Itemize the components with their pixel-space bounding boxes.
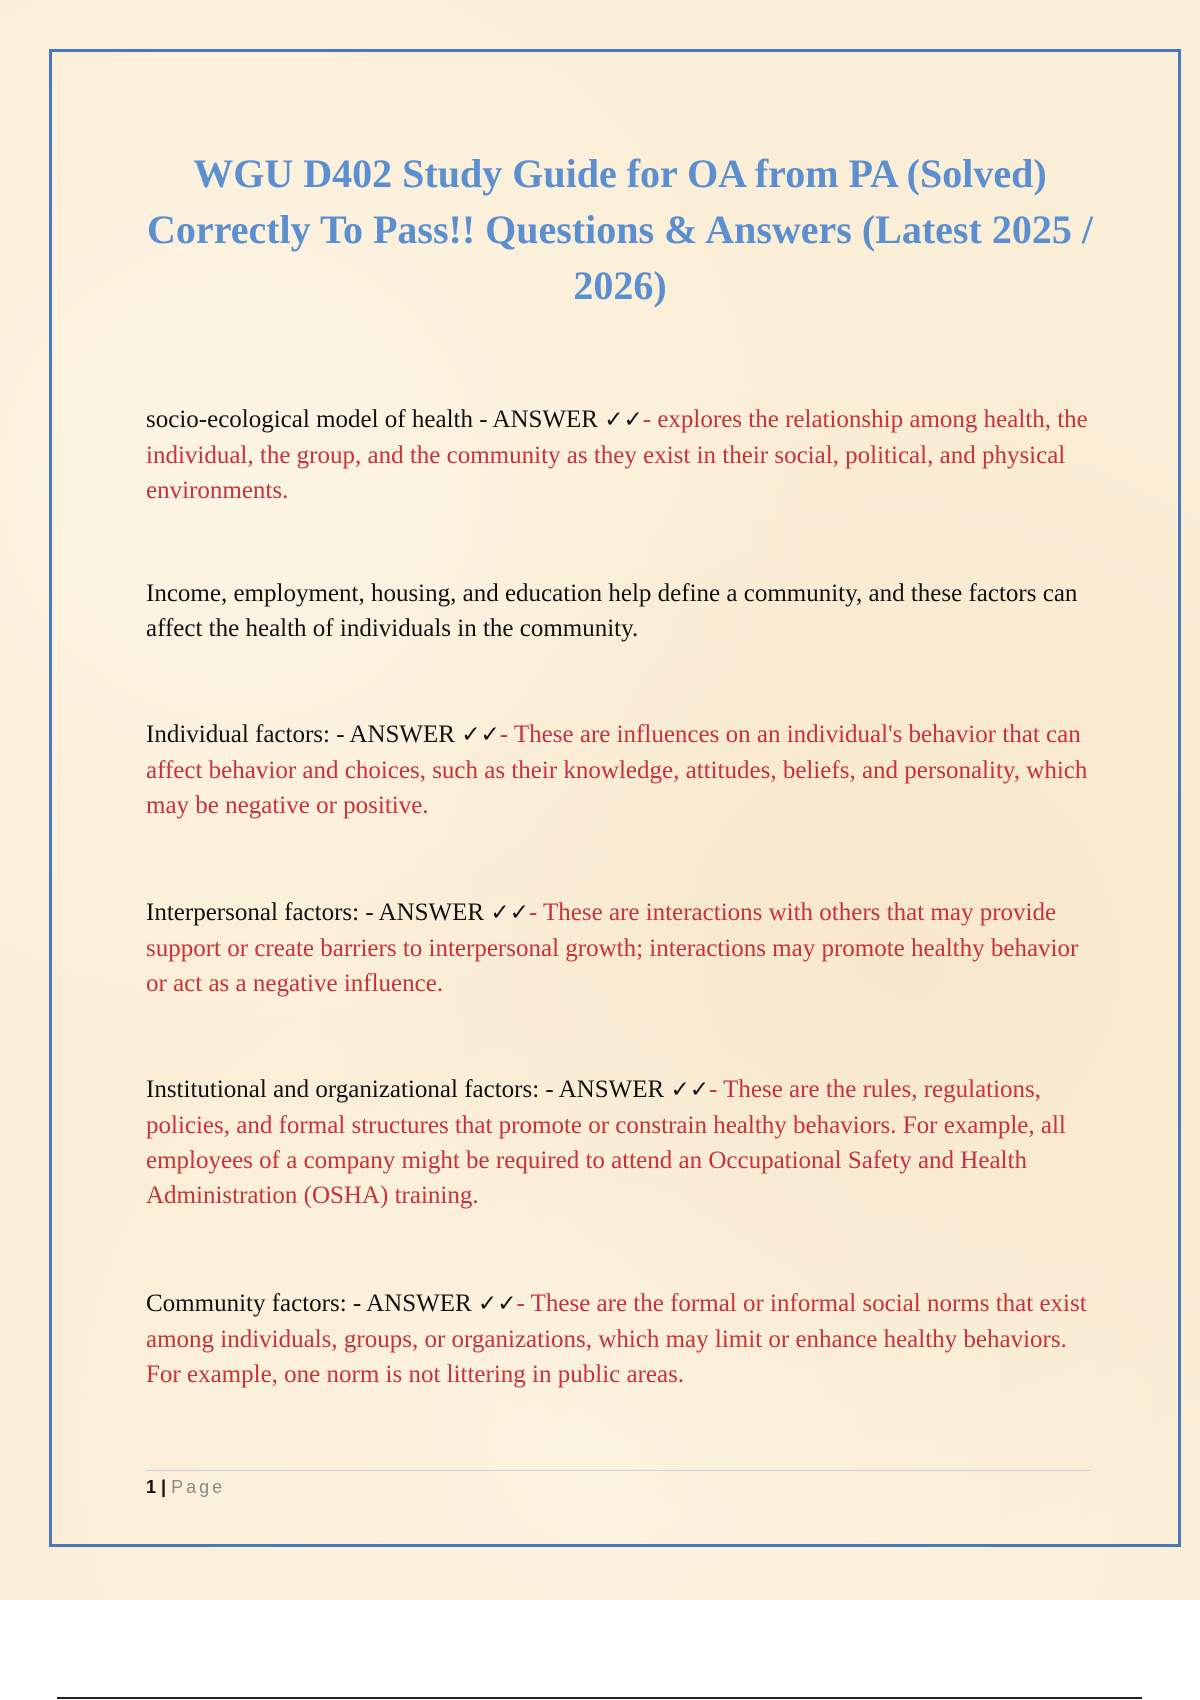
answer-text: - These are the formal or informal social norms that exist among individuals, groups, or organizations, which may limit or enhance healthy behaviors. For example, one norm is not littering in public areas. (146, 1290, 1087, 1388)
page-separator: | (156, 1477, 172, 1497)
qa-entry-interpersonal-factors (146, 895, 1096, 1001)
question-text: Community factors: - ANSWER (146, 1290, 478, 1317)
footer-divider (146, 1470, 1090, 1471)
check-mark-icon: ✓✓ (490, 900, 529, 926)
qa-entry-community-factors (146, 1286, 1096, 1392)
check-mark-icon: ✓✓ (604, 407, 643, 433)
question-text: Institutional and organizational factors: - ANSWER (146, 1076, 671, 1103)
qa-entry-individual-factors (146, 717, 1096, 823)
answer-text: - These are interactions with others that may provide support or create barriers to interpersonal growth; interactions may promote healthy behavior or act as a negative influence. (146, 899, 1079, 997)
answer-text: - These are influences on an individual's behavior that can affect behavior and choices, such as their knowledge, attitudes, beliefs, and personality, which may be negative or positive. (146, 721, 1088, 819)
question-text: Interpersonal factors: - ANSWER (146, 899, 491, 926)
page-number: 1 (146, 1477, 157, 1497)
check-mark-icon: ✓✓ (670, 1077, 709, 1103)
qa-entry-socio-ecological (146, 402, 1096, 508)
check-mark-icon: ✓✓ (461, 722, 500, 748)
statement-income-employment (146, 576, 1096, 646)
statement-text: Income, employment, housing, and education help define a community, and these factors can affect the health of individuals in the community. (146, 580, 1078, 642)
answer-text: - These are the rules, regulations, policies, and formal structures that promote or constrain healthy behaviors. For example, all employees of a company might be required to attend an Occupational Safety and Health Administration (OSHA) training. (146, 1076, 1066, 1209)
check-mark-icon: ✓✓ (477, 1291, 517, 1317)
document-title: WGU D402 Study Guide for OA from PA (Solved) Correctly To Pass!! Questions & Answers (Latest 2025 / 2026) (147, 151, 1093, 308)
next-page-top-rule (57, 1697, 1142, 1699)
page-footer (146, 1474, 225, 1500)
qa-entry-institutional-factors (146, 1072, 1096, 1213)
question-text: socio-ecological model of health - ANSWER (146, 406, 605, 433)
question-text: Individual factors: - ANSWER (146, 721, 462, 748)
answer-text: - explores the relationship among health, the individual, the group, and the community as they exist in their social, political, and physical environments. (146, 406, 1088, 504)
page-label: Page (171, 1477, 226, 1497)
